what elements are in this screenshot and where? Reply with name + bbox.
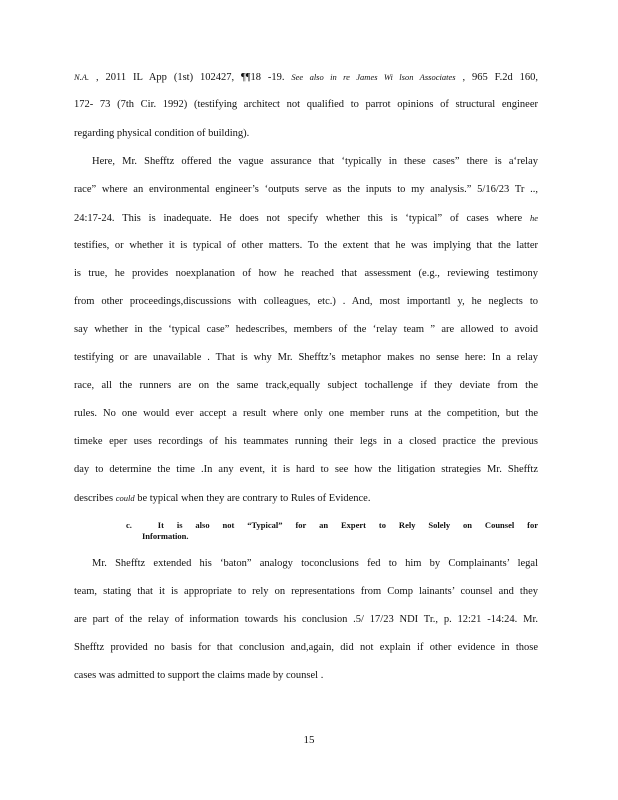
line-text: testifying or are unavailable . That is why Mr. Shefftz’s metaphor makes no sense here: In a relay bbox=[74, 352, 538, 363]
italic-citation-text: he bbox=[529, 213, 538, 223]
text-line bbox=[74, 239, 538, 253]
text-line bbox=[74, 491, 538, 506]
text-line bbox=[92, 155, 538, 169]
line-text: timeke eper uses recordings of his teammates running their legs in a closed practice the previous bbox=[74, 436, 538, 447]
page-number: 15 bbox=[303, 734, 315, 746]
text-line bbox=[74, 669, 538, 683]
section-heading-line2: Information. bbox=[142, 531, 189, 541]
text-line bbox=[74, 613, 538, 627]
line-text: is true, he provides noexplanation of how he reached that assessment (e.g., reviewing testimony bbox=[74, 268, 538, 279]
italic-citation-text: N.A. bbox=[74, 72, 90, 82]
text-line bbox=[74, 211, 538, 226]
text-line bbox=[74, 267, 538, 281]
section-heading-text: It is also not “Typical” for an Expert to Rely Solely on Counsel for bbox=[157, 520, 538, 530]
line-text: from other proceedings,discussions with colleagues, etc.) . And, most importantl y, he neglects to bbox=[74, 296, 538, 307]
text-line bbox=[74, 407, 538, 421]
text-line bbox=[92, 557, 538, 571]
line-text: , 965 F.2d 160, bbox=[455, 72, 538, 83]
text-line bbox=[74, 70, 538, 85]
line-text: cases was admitted to support the claims made by counsel . bbox=[74, 670, 324, 681]
line-text: be typical when they are contrary to Rules of Evidence. bbox=[134, 493, 371, 504]
text-line bbox=[74, 295, 538, 309]
line-text: regarding physical condition of building). bbox=[74, 128, 250, 139]
line-text: testifies, or whether it is typical of other matters. To the extent that he was implying that the latter bbox=[74, 240, 538, 251]
text-line bbox=[74, 585, 538, 599]
line-text: , 2011 IL App (1st) 102427, ¶¶18 -19. bbox=[89, 72, 292, 83]
line-text: Shefftz provided no basis for that conclusion and,again, did not explain if other evidence in those bbox=[74, 642, 538, 653]
line-text: Mr. Shefftz extended his ‘baton” analogy toconclusions fed to him by Complainants’ legal bbox=[92, 558, 538, 569]
text-line bbox=[74, 435, 538, 449]
line-text: 172- 73 (7th Cir. 1992) (testifying architect not qualified to parrot opinions of structural engineer bbox=[74, 99, 538, 110]
text-line bbox=[74, 463, 538, 477]
line-text: are part of the relay of information towards his conclusion .5/ 17/23 NDI Tr., p. 12:21 -14:24. Mr. bbox=[74, 614, 538, 625]
text-line bbox=[74, 641, 538, 655]
line-text: Here, Mr. Shefftz offered the vague assurance that ‘typically in these cases” there is a‘relay bbox=[92, 156, 538, 167]
text-line bbox=[74, 127, 538, 141]
italic-citation-text: could bbox=[115, 493, 135, 503]
section-heading bbox=[126, 520, 538, 542]
line-text: rules. No one would ever accept a result where only one member runs at the competition, but the bbox=[74, 408, 538, 419]
line-text: day to determine the time .In any event, it is hard to see how the litigation strategies Mr. Shefftz bbox=[74, 464, 538, 475]
text-line bbox=[74, 183, 538, 197]
line-text: say whether in the ‘typical case” hedescribes, members of the ‘relay team ” are allowed to avoid bbox=[74, 324, 538, 335]
text-line bbox=[74, 98, 538, 112]
line-text: race, all the runners are on the same track,equally subject tochallenge if they deviate from the bbox=[74, 380, 538, 391]
line-text: 24:17-24. This is inadequate. He does not specify whether this is ‘typical” of cases where bbox=[74, 213, 530, 224]
section-heading-line1 bbox=[126, 520, 538, 531]
line-text: describes bbox=[74, 493, 116, 504]
text-line bbox=[74, 379, 538, 393]
section-heading-label: c. bbox=[126, 520, 132, 530]
text-line bbox=[74, 323, 538, 337]
text-line bbox=[74, 351, 538, 365]
italic-citation-text: See also in re James Wi lson Associates bbox=[291, 72, 456, 82]
line-text: team, stating that it is appropriate to rely on representations from Comp lainants’ counsel and they bbox=[74, 586, 538, 597]
line-text: race” where an environmental engineer’s ‘outputs serve as the inputs to my analysis.” 5/16/23 Tr .., bbox=[74, 184, 538, 195]
